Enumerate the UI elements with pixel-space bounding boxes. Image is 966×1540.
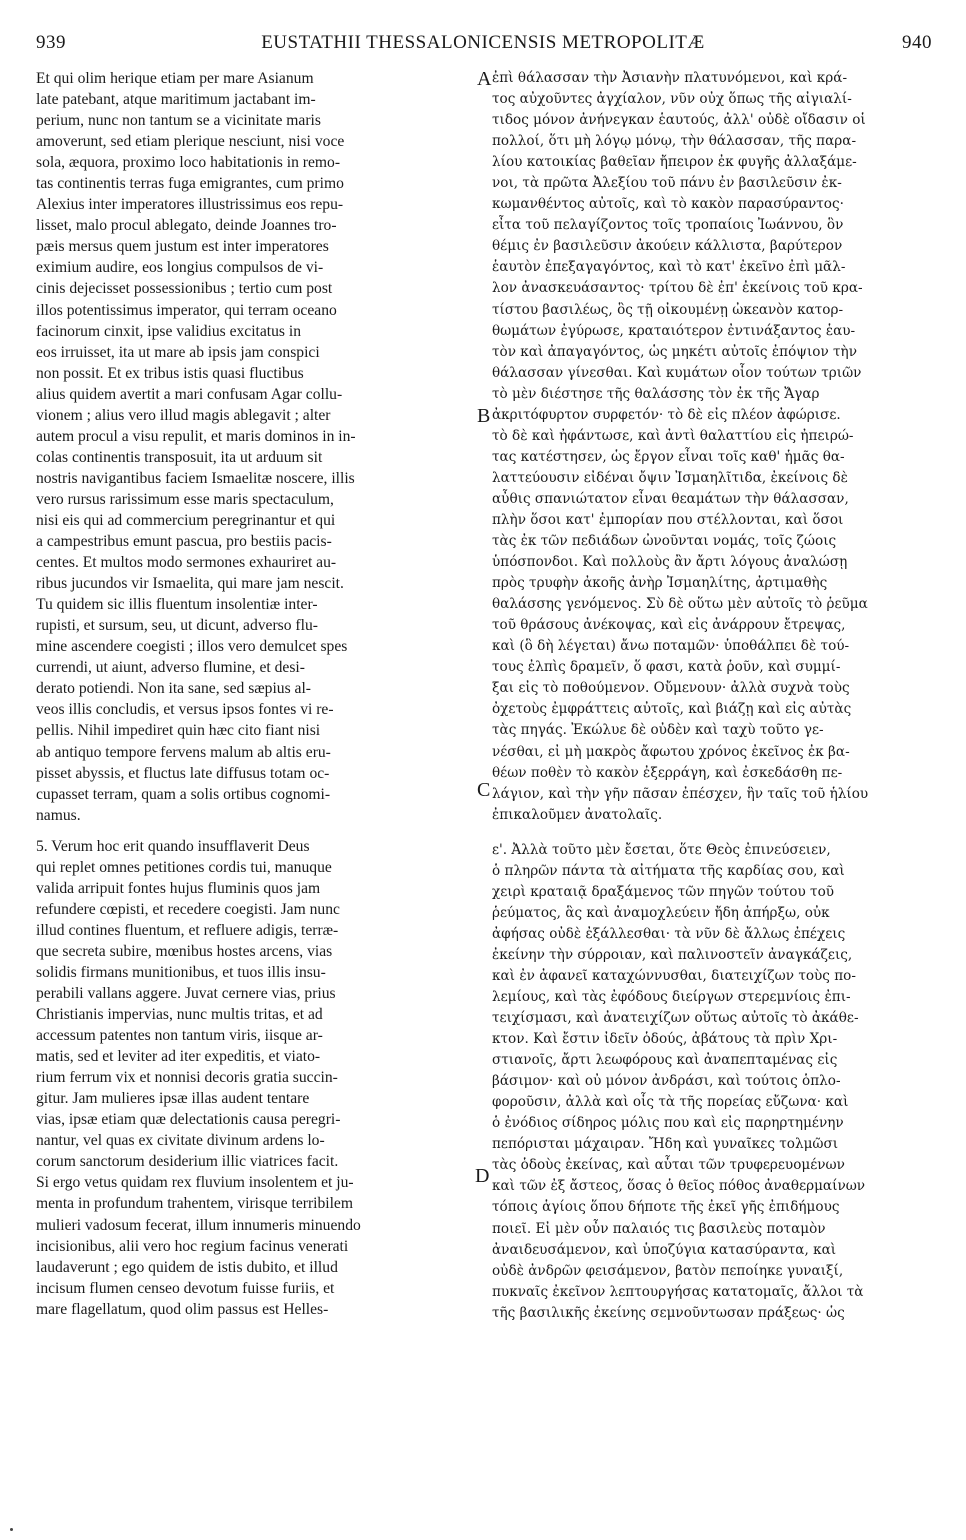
text-line: illos potentissimus imperator, qui terram oceano xyxy=(36,301,337,319)
text-line: vionem ; alius vero illud magis ablegavit ; alter xyxy=(36,406,331,424)
text-line: τὰς πηγάς. Ἐκώλυε δὲ οὐδὲν καὶ ταχὺ τοῦτο γε- xyxy=(492,722,824,739)
text-line: ribus jucundos vir Ismaelita, qui mare jam nescit. xyxy=(36,575,344,593)
text-line: πρὸς τρυφὴν ἀκοῆς ἀνὴρ Ἰσμαηλίτης, ἀρτιμαθὴς xyxy=(492,575,828,592)
text-line: amoverunt, sed etiam plerique nesciunt, nisi voce xyxy=(36,133,345,151)
text-line: laudaverunt ; ego quidem de istis dubito, et illud xyxy=(36,1258,338,1276)
text-line: a campestribus emunt pascua, pro bestiis pacis- xyxy=(36,533,332,551)
text-line: incisionibus, alii vero hoc regium facinus venerati xyxy=(36,1237,349,1255)
text-line: sola, æquora, proximo loco habitationis in remo- xyxy=(36,154,341,172)
text-line: illud contines fluentum, et refluere adigis, terræ- xyxy=(36,921,339,939)
latin-paragraph-1 xyxy=(36,68,472,826)
text-line: mulieri vadosum fecerat, illum innumeris minuendo xyxy=(36,1216,361,1234)
text-line: ξαι εἰς τὸ ποθούμενον. Οὔμενουν· ἀλλὰ συχνὰ τοὺς xyxy=(492,680,850,697)
text-line: solidis firmans munitionibus, et tuos illis insu- xyxy=(36,963,326,981)
text-line: φοροῦσιν, ἀλλὰ καὶ οἷς τὰ τῆς πορείας εὔζωνα· καὶ xyxy=(492,1094,849,1111)
text-line: nisi eis qui ad commercium peregrinantur et qui xyxy=(36,511,336,529)
text-line: rium ferrum vix et nonnisi decoris gratia succin- xyxy=(36,1069,338,1087)
text-line: λίου κατοικίας βαθεῖαν ἤπειρον ἐκ φυγῆς ἀλλαξάμε- xyxy=(492,154,857,171)
running-title: EUSTATHII THESSALONICENSIS METROPOLITÆ xyxy=(261,32,705,53)
text-line: θαλάσσης γενόμενος. Σὺ δὲ οὕτω μὲν αὐτοῖς τὸ ῥεῦμα xyxy=(492,596,868,613)
text-line: late patebant, atque maritimum jactabant im- xyxy=(36,91,316,109)
text-line: λεμίους, καὶ τὰς ἐφόδους διείργων στερεμνίοις ἐπι- xyxy=(492,989,851,1006)
text-line: τὸν καὶ ἀπαγαγόντος, ὡς μηκέτι αὐτοῖς ἐπόψιον τὴν xyxy=(492,343,857,360)
text-line: eximium audire, eos longius compulsos de vi- xyxy=(36,259,324,277)
text-line: πλὴν ὅσοι κατ' ἐμπορίαν που στέλλονται, καὶ ὅσοι xyxy=(492,511,844,528)
page-number-left: 939 xyxy=(36,32,66,53)
text-line: ἀφήσας οὐδὲ ἐξάλλεσθαι· τὰ νῦν δὲ ἄλλως ἐπέχεις xyxy=(492,925,846,942)
text-line: namus. xyxy=(36,806,81,824)
text-line: Alexius inter imperatores illustrissimus eos repu- xyxy=(36,196,344,214)
text-line: Si ergo vetus quidam rex fluvium insolentem et ju- xyxy=(36,1174,354,1192)
text-line: τὸ δὲ καὶ ἠφάντωσε, καὶ ἀντὶ θαλαττίου εἰς ἠπειρώ- xyxy=(492,427,854,444)
text-line: τους ἐλπὶς δραμεῖν, ὅ φασι, κατὰ ῥοῦν, καὶ συμμί- xyxy=(492,659,841,676)
text-line: Tu quidem sic illis fluentum insolentiæ inter- xyxy=(36,596,318,614)
section-marker-c: C xyxy=(477,779,491,801)
text-line: ἀναιδευσάμενον, καὶ ὑποζύγια κατασύραντα, καὶ xyxy=(492,1241,837,1258)
text-line: οὐδὲ ἀνδρῶν φεισάμενον, βατὸν πεποίηκε γυναιξί, xyxy=(492,1262,844,1279)
text-line: τὰς ἐκ τῶν πεδιάδων ὠνοῦνται νομάς, τοῖς ζώοις xyxy=(492,533,837,550)
text-line: non possit. Et ex tribus istis quasi fluctibus xyxy=(36,364,304,382)
text-line: τιδος μόνον ἀνήνεγκαν ἑαυτούς, ἀλλ' οὐδὲ οἴδασιν οἱ xyxy=(492,112,866,129)
text-line: ἑαυτὸν ἐπεξαγαγόντος, καὶ τὸ κατ' ἐκεῖνο ἐπὶ μᾶλ- xyxy=(492,259,846,276)
text-line: θωμάτων ἐγύρωσε, κραταιότερον ἐντινάξαντος ἑαυ- xyxy=(492,322,856,339)
text-line: τὸ μὲν διέστησε τῆς θαλάσσης τὸν ἐκ τῆς Ἄγαρ xyxy=(492,385,820,402)
text-line: currendi, ut aiunt, adverso flumine, et desi- xyxy=(36,659,305,677)
text-line: mare flagellatum, quod olim passus est Helles- xyxy=(36,1300,329,1318)
text-line: centes. Et multos modo sermones exhauriret au- xyxy=(36,554,337,572)
page-number-right: 940 xyxy=(902,32,932,53)
text-line: ἐκείνην τὴν σύρροιαν, καὶ παλινοστεῖν ἀναγκάζεις, xyxy=(492,946,853,963)
text-line: τίστου βασιλέως, ὃς τῇ οἰκουμένῃ ὠκεανὸν κατορ- xyxy=(492,301,844,318)
text-line: ab antiquo tempore fervens malum ab altis eru- xyxy=(36,743,331,761)
greek-paragraph-1 xyxy=(492,68,932,826)
text-line: ποιεῖ. Εἰ μὲν οὖν παλαιός τις βασιλεὺς ποταμὸν xyxy=(492,1220,826,1237)
text-line: Et qui olim herique etiam per mare Asianum xyxy=(36,70,314,87)
running-header xyxy=(30,32,936,58)
text-line: λάγιον, καὶ τὴν γῆν πᾶσαν ἐπέσχεν, ἣν ταῖς τοῦ ἡλίου xyxy=(492,785,869,802)
text-line: ὑπόσπονδοι. Καὶ πολλοὺς ἂν ἄρτι λόγους ἀναλώσῃ xyxy=(492,554,848,571)
text-line: veos illis concludis, et versus ipsos fontes vi re- xyxy=(36,701,334,719)
text-line: βάσιμον· καὶ οὐ μόνον ἀνδράσι, καὶ τούτοις ὁπλο- xyxy=(492,1073,841,1090)
text-line: λαττεύουσιν εἰδέναι ὄψιν Ἰσμαηλῖτιδα, ἐκείνοις δὲ xyxy=(492,469,848,486)
section-marker-a: A xyxy=(477,68,492,90)
text-line: cupasset terram, quam a solis ortibus cognomi- xyxy=(36,785,331,803)
text-line: τοῦ θράσους ἀνέκοψας, καὶ εἰς ἀνάρρουν ἔτρεψας, xyxy=(492,617,846,634)
text-line: matis, sed et leviter ad iter expeditis, et viato- xyxy=(36,1048,321,1066)
text-line: mine ascendere coegisti ; illos vero demulcet spes xyxy=(36,638,348,656)
text-line: gitur. Jam mulieres ipsæ illas audent tentare xyxy=(36,1090,310,1108)
text-line: θάλασσαν γίνεσθαι. Καὶ κυμάτων οἷον τούτων τριῶν xyxy=(492,364,862,381)
text-line: τὰς ὁδοὺς ἐκείνας, καὶ αὗται τῶν τρυφερευομένων xyxy=(492,1157,845,1174)
text-line: facinorum cinxit, ipse validius excitatus in xyxy=(36,322,302,340)
section-marker-b: B xyxy=(477,405,491,427)
latin-column xyxy=(36,68,472,1320)
text-line: nostris navigantibus faciem Ismaelitæ noscere, illis xyxy=(36,469,355,487)
greek-column xyxy=(492,68,932,1324)
text-line: καὶ ἐν ἀφανεῖ καταχώννυσθαι, διατειχίζων τοὺς πο- xyxy=(492,967,856,984)
text-line: θέων ποθὲν τὸ κακὸν ἐξερράγη, καὶ ἐσκεδάσθη πε- xyxy=(492,764,843,781)
text-line: qui replet omnes petitiones cordis tui, manuque xyxy=(36,858,332,876)
text-line: κωμανθέντος αὐτοῖς, καὶ τὸ κακὸν παρασύραντος· xyxy=(492,196,844,213)
text-line: pæis mersus quem justum est inter imperatores xyxy=(36,238,329,256)
scan-speck xyxy=(10,1528,13,1531)
text-line: τῆς βασιλικῆς ἐκείνης σεμνοῦντωσαν πράξεως· ὡς xyxy=(492,1304,845,1321)
text-line: τειχίσμασι, καὶ ἀνατειχίζων οὕτως αὐτοῖς τὸ ἀκάθε- xyxy=(492,1010,859,1027)
text-line: πυκναῖς ἐκεῖνον λεπτουργήσας κατατομαῖς, ἄλλοι τὰ xyxy=(492,1283,864,1300)
text-line: ὁ ἐνόδιος σίδηρος μόλις που καὶ εἰς παρηρτημένην xyxy=(492,1115,844,1132)
text-line: perabili vallans aggere. Juvat cernere vias, prius xyxy=(36,985,336,1003)
text-line: colas continentis transposuit, ita ut arduum sit xyxy=(36,448,323,466)
latin-paragraph-2 xyxy=(36,836,472,1320)
text-line: lisset, malo procul ablegato, deinde Joannes tro- xyxy=(36,217,337,235)
text-line: πεπόρισται μάχαιραν. Ἤδη καὶ γυναῖκες τολμῶσι xyxy=(492,1136,839,1153)
text-line: χειρὶ κραταιᾷ δραξάμενος τῶν πηγῶν τούτου τοῦ xyxy=(492,883,835,900)
greek-paragraph-2 xyxy=(492,840,932,1324)
text-line: perium, nunc non tantum se a vicinitate maris xyxy=(36,112,321,130)
text-line: πολλοί, ὅτι μὴ λόγῳ μόνῳ, τὴν θάλασσαν, τῆς παρα- xyxy=(492,133,857,150)
text-line: nantur, vel quas ex civitate divinum ardens lo- xyxy=(36,1132,325,1150)
text-line: tas continentis terras fuga emigrantes, cum primo xyxy=(36,175,344,193)
text-line: refundere cœpisti, et recedere coegisti. Jam nunc xyxy=(36,900,340,918)
text-line: derato potiendi. Non ita sane, sed sæpius al- xyxy=(36,680,311,698)
text-line: rupisti, et sursum, seu, ut dicunt, adverso flu- xyxy=(36,617,318,635)
text-line: valida arripuit fontes hujus fluminis quos jam xyxy=(36,879,321,897)
text-line: cinis dejecisset possessionibus ; tertio cum post xyxy=(36,280,333,298)
text-line: νοι, τὰ πρῶτα Ἀλεξίου τοῦ πάνυ ἐν βασιλεῦσιν ἐκ- xyxy=(492,175,842,192)
text-line: Christianis impervias, nunc multis tritas, et ad xyxy=(36,1006,323,1024)
text-line: ἀκριτόφυρτον συρφετόν· τὸ δὲ εἰς πλέον ἀφώρισε. xyxy=(492,406,841,423)
text-line: καὶ τῶν ἐξ ἄστεος, ὅσας ὁ θεῖος πόθος ἀναθερμαίνων xyxy=(492,1178,866,1195)
section-marker-d: D xyxy=(475,1165,490,1187)
text-line: τόποις ἁγίοις ὅπου δήποτε τῆς ἐκεῖ γῆς ἐπιδήμους xyxy=(492,1199,840,1216)
text-line: εἶτα τοῦ πελαγίζοντος τοῖς τροπαίοις Ἰωάννου, ὃν xyxy=(492,217,844,234)
text-line: vias, ipsæ etiam quæ delectationis causa peregri- xyxy=(36,1111,341,1129)
text-line: accessum patentes non tantum viris, iisque ar- xyxy=(36,1027,323,1045)
text-line: ἐπὶ θάλασσαν τὴν Ἀσιανὴν πλατυνόμενοι, καὶ κρά- xyxy=(492,70,848,86)
text-line: νέσθαι, εἰ μὴ μακρὸς ἄφωτου χρόνος ἐκεῖνος ἐκ βα- xyxy=(492,743,850,760)
text-line: λον ἀνασκευάσαντος· τρίτου δὲ ἐπ' ἐκείνοις τοῦ κρα- xyxy=(492,280,863,297)
text-line: τος αὐχοῦντες ἀγχίαλον, νῦν οὐχ ὅπως τῆς αἰγιαλί- xyxy=(492,91,852,108)
text-line: ἐπικαλοῦμεν ἀνατολαῖς. xyxy=(492,806,663,823)
text-line: menta in profundum trahentem, virisque terribilem xyxy=(36,1195,353,1213)
text-line: κτον. Καὶ ἔστιν ἰδεῖν ὁδούς, ἀβάτους τὰ πρὶν Χρι- xyxy=(492,1031,838,1048)
text-line: ὀχετοὺς ἐμφράττεις αὐτοῖς, καὶ βιάζῃ καὶ εἰς αὐτὰς xyxy=(492,701,852,718)
text-line: 5. Verum hoc erit quando insufflaverit Deus xyxy=(36,837,310,855)
text-line: pisset abyssis, et fluctus late diffusus totam oc- xyxy=(36,764,330,782)
text-line: incisum flumen censeo devotum fuisse furiis, et xyxy=(36,1279,335,1297)
text-line: θέμις ἐν βασιλεῦσιν ἀκούειν κάλλιστα, βαρύτερον xyxy=(492,238,843,255)
text-line: alius quidem avertit a mari confusam Agar collu- xyxy=(36,385,343,403)
text-line: ε'. Ἀλλὰ τοῦτο μὲν ἔσεται, ὅτε Θεὸς ἐπινεύσειεν, xyxy=(492,841,831,858)
text-line: ὁ πληρῶν πάντα τὰ αἰτήματα τῆς καρδίας σου, καὶ xyxy=(492,862,845,879)
text-line: eos irruisset, ita ut mare ab ipsis jam conspici xyxy=(36,343,320,361)
text-line: ῥεύματος, ἃς καὶ ἀναμοχλεύειν ἤδη ἀπήρξω, οὐκ xyxy=(492,904,830,921)
text-line: στιανοῖς, ἄρτι λεωφόρους καὶ ἀναπεπταμένας εἰς xyxy=(492,1052,838,1069)
text-line: pellis. Nihil impediret quin hæc cito fiant nisi xyxy=(36,722,321,740)
text-line: corum sanctorum desiderium illic viatrices facit. xyxy=(36,1153,339,1171)
text-line: καὶ (ὃ δὴ λέγεται) ἄνω ποταμῶν· ὑποθάλπει δὲ τού- xyxy=(492,638,850,655)
text-line: autem procul a visu repulit, et maris dominos in in- xyxy=(36,427,356,445)
text-line: αὖθις σπανιώτατον εἶναι θεαμάτων τὴν θάλασσαν, xyxy=(492,490,849,507)
text-line: τας κατέστησεν, ὡς ἔργον εἶναι τοῖς καθ' ἡμᾶς θα- xyxy=(492,448,845,465)
text-line: vero rursus rarissimum esse maris spectaculum, xyxy=(36,490,334,508)
text-line: que secreta subire, mœnibus hostes arcens, vias xyxy=(36,942,333,960)
